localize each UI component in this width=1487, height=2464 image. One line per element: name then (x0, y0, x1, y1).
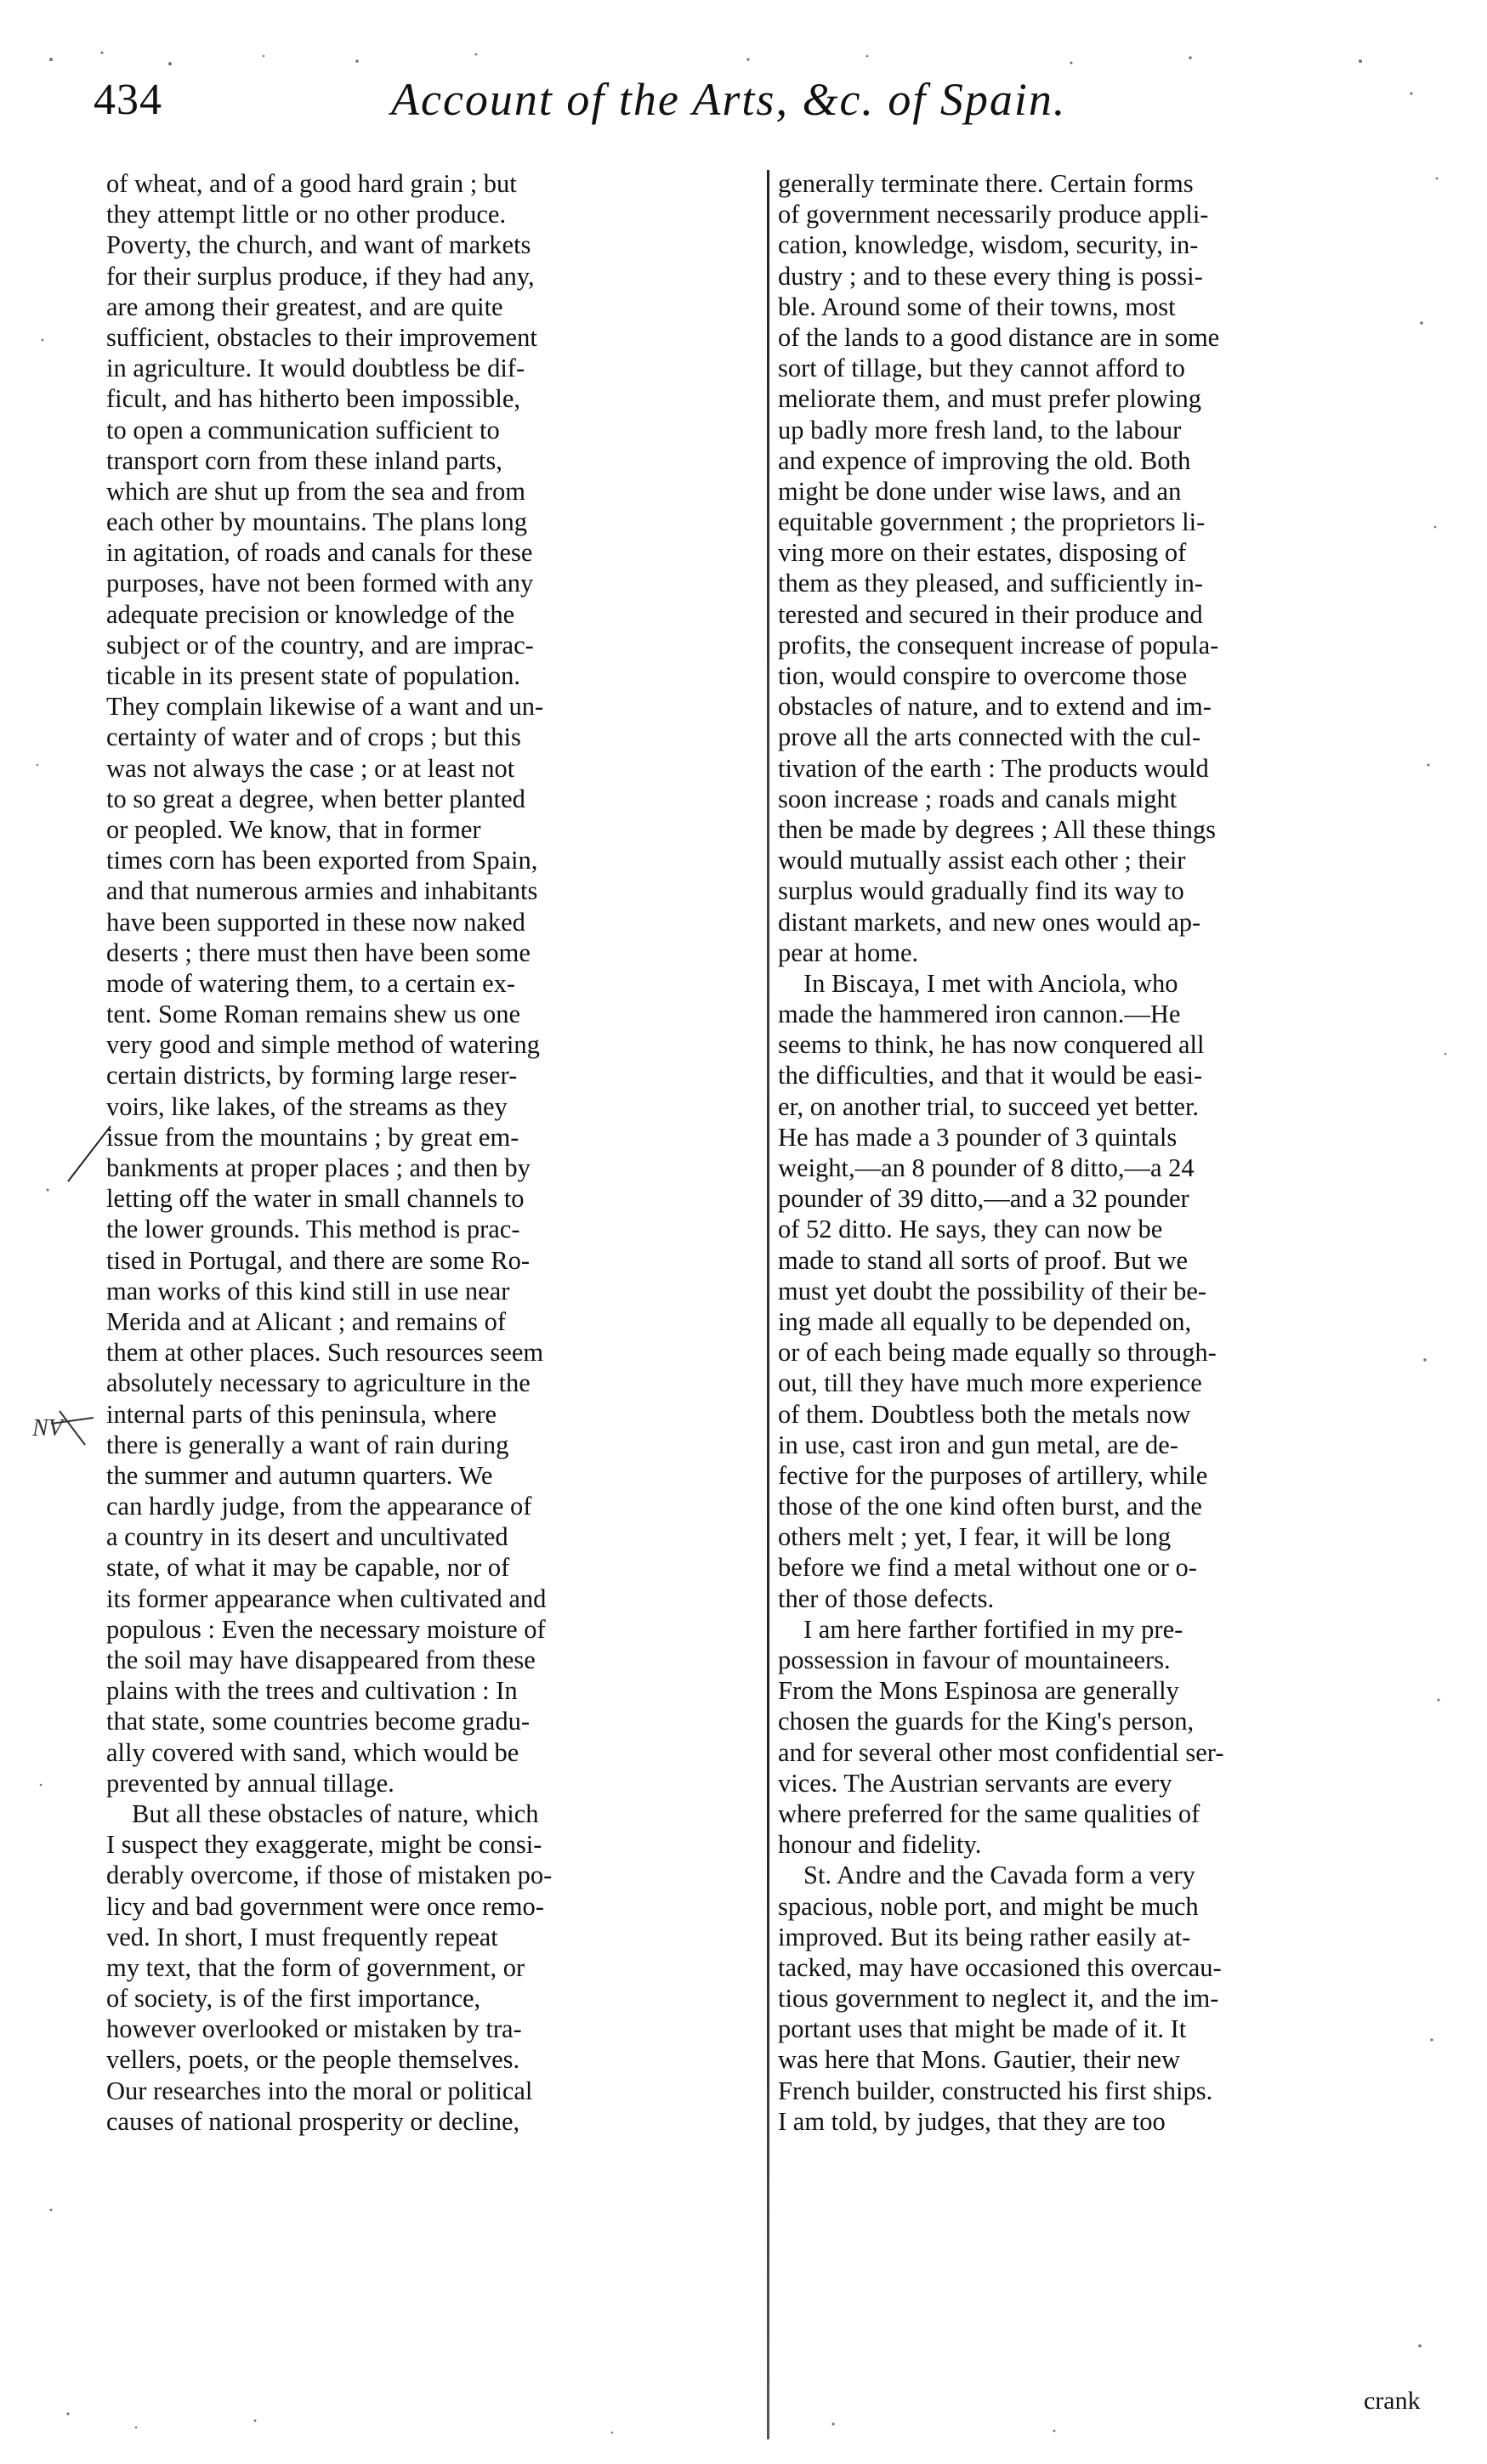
text-line: of government necessarily produce appli- (778, 200, 1209, 229)
text-line: spacious, noble port, and might be much (778, 1891, 1199, 1921)
text-line: man works of this kind still in use near (106, 1276, 510, 1306)
text-line: then be made by degrees ; All these things (778, 814, 1216, 844)
text-line: tious government to neglect it, and the im- (778, 1984, 1219, 2014)
running-title: Account of the Arts, &c. of Spain. (391, 74, 1067, 125)
text-line: of wheat, and of a good hard grain ; but (106, 169, 517, 198)
text-line: the soil may have disappeared from these (106, 1645, 536, 1674)
text-line: licy and bad government were once remo- (106, 1891, 544, 1921)
text-line: I am told, by judges, that they are too (778, 2106, 1166, 2136)
text-line: certain districts, by forming large reser- (106, 1061, 518, 1090)
text-line: generally terminate there. Certain forms (778, 169, 1194, 198)
text-line: the lower grounds. This method is prac- (106, 1215, 520, 1244)
text-line: would mutually assist each other ; their (778, 846, 1186, 875)
text-line: vices. The Austrian servants are every (778, 1768, 1172, 1798)
text-line: ble. Around some of their towns, most (778, 292, 1176, 321)
text-line: which are shut up from the sea and from (106, 476, 525, 506)
text-line: subject or of the country, and are imprac- (106, 630, 534, 660)
text-line: tised in Portugal, and there are some Ro- (106, 1245, 531, 1275)
text-line: and that numerous armies and inhabitants (106, 876, 538, 906)
text-line: meliorate them, and must prefer plowing (778, 384, 1202, 414)
text-line: He has made a 3 pounder of 3 quintals (778, 1122, 1178, 1152)
text-line: St. Andre and the Cavada form a very (803, 1861, 1195, 1890)
text-line: causes of national prosperity or decline, (106, 2106, 520, 2136)
text-line: of them. Doubtless both the metals now (778, 1399, 1191, 1429)
text-line: where preferred for the same qualities of (778, 1798, 1200, 1828)
text-line: voirs, like lakes, of the streams as they (106, 1091, 508, 1121)
text-line: there is generally a want of rain during (106, 1430, 509, 1459)
text-line: to open a communication sufficient to (106, 415, 500, 445)
text-line: honour and fidelity. (778, 1830, 982, 1860)
text-line: the summer and autumn quarters. We (106, 1460, 493, 1490)
text-line: sort of tillage, but they cannot afford to (778, 354, 1185, 383)
text-line: my text, that the form of government, or (106, 1952, 525, 1982)
text-line: out, till they have much more experience (778, 1368, 1202, 1398)
left-column (106, 168, 752, 2137)
text-line: pear at home. (778, 937, 919, 967)
text-line: they attempt little or no other produce. (106, 200, 507, 229)
text-line: or peopled. We know, that in former (106, 814, 481, 844)
text-line: possession in favour of mountaineers. (778, 1645, 1171, 1674)
text-line: others melt ; yet, I fear, it will be long (778, 1522, 1172, 1552)
text-line: was not always the case ; or at least not (106, 753, 515, 783)
text-line: improved. But its being rather easily at- (778, 1922, 1191, 1951)
text-line: purposes, have not been formed with any (106, 569, 534, 598)
text-line: must yet doubt the possibility of their be- (778, 1276, 1207, 1306)
text-line: Merida and at Alicant ; and remains of (106, 1306, 507, 1336)
text-line: was here that Mons. Gautier, their new (778, 2045, 1181, 2075)
text-line: made the hammered iron cannon.—He (778, 1000, 1181, 1029)
text-line: or of each being made equally so through- (778, 1338, 1217, 1368)
text-line: mode of watering them, to a certain ex- (106, 968, 516, 998)
text-line: to so great a degree, when better planted (106, 784, 525, 813)
text-line: ticable in its present state of population. (106, 661, 521, 690)
text-line: and expence of improving the old. Both (778, 445, 1191, 475)
text-line: Poverty, the church, and want of markets (106, 230, 531, 260)
text-line: up badly more fresh land, to the labour (778, 415, 1182, 445)
text-line: very good and simple method of watering (106, 1030, 540, 1060)
text-line: ved. In short, I must frequently repeat (106, 1922, 498, 1951)
text-line: Our researches into the moral or political (106, 2076, 533, 2105)
text-line: equitable government ; the proprietors li- (778, 507, 1206, 537)
text-line: derably overcome, if those of mistaken po- (106, 1861, 553, 1890)
text-line: are among their greatest, and are quite (106, 292, 503, 321)
text-line: its former appearance when cultivated and (106, 1583, 547, 1613)
text-line: ther of those defects. (778, 1583, 995, 1613)
text-line: of 52 ditto. He says, they can now be (778, 1215, 1163, 1244)
text-line: From the Mons Espinosa are generally (778, 1676, 1179, 1706)
text-line: seems to think, he has now conquered all (778, 1030, 1205, 1060)
text-line: profits, the consequent increase of popula- (778, 630, 1219, 660)
text-line: them as they pleased, and sufficiently in- (778, 569, 1204, 598)
text-line: certainty of water and of crops ; but this (106, 722, 521, 752)
page-number: 434 (94, 76, 162, 124)
text-line: ficult, and has hitherto been impossible, (106, 384, 521, 414)
text-line: tent. Some Roman remains shew us one (106, 1000, 521, 1029)
text-line: have been supported in these now naked (106, 907, 525, 937)
text-line: bankments at proper places ; and then by (106, 1153, 531, 1182)
text-line: however overlooked or mistaken by tra- (106, 2014, 522, 2044)
text-line: letting off the water in small channels to (106, 1184, 525, 1214)
text-line: sufficient, obstacles to their improvement (106, 322, 537, 352)
text-line: populous : Even the necessary moisture of (106, 1614, 546, 1644)
text-line: vellers, poets, or the people themselves. (106, 2045, 520, 2075)
text-line: times corn has been exported from Spain, (106, 846, 538, 875)
text-line: in agitation, of roads and canals for these (106, 538, 533, 568)
text-line: They complain likewise of a want and un- (106, 692, 544, 722)
catchword: crank (1364, 2387, 1421, 2415)
text-line: in use, cast iron and gun metal, are de- (778, 1430, 1178, 1459)
text-line: the difficulties, and that it would be easi- (778, 1061, 1203, 1090)
text-line: adequate precision or knowledge of the (106, 599, 515, 629)
text-line: of the lands to a good distance are in some (778, 322, 1220, 352)
column-divider (767, 170, 769, 2439)
text-line: a country in its desert and uncultivated (106, 1522, 508, 1552)
text-line: I suspect they exaggerate, might be consi- (106, 1830, 542, 1860)
text-line: er, on another trial, to succeed yet better. (778, 1091, 1200, 1121)
text-line: pounder of 39 ditto,—and a 32 pounder (778, 1184, 1189, 1214)
text-line: each other by mountains. The plans long (106, 507, 527, 537)
text-line: chosen the guards for the King's person, (778, 1707, 1195, 1736)
text-line: tacked, may have occasioned this overcau- (778, 1952, 1222, 1982)
text-line: prevented by annual tillage. (106, 1768, 394, 1798)
text-line: ally covered with sand, which would be (106, 1737, 519, 1767)
text-line: surplus would gradually find its way to (778, 876, 1184, 906)
text-line: obstacles of nature, and to extend and im- (778, 692, 1212, 722)
text-line: internal parts of this peninsula, where (106, 1399, 497, 1429)
text-line: plains with the trees and cultivation : In (106, 1676, 518, 1706)
text-line: French builder, constructed his first ships. (778, 2076, 1213, 2105)
text-line: soon increase ; roads and canals might (778, 784, 1178, 813)
text-line: fective for the purposes of artillery, while (778, 1460, 1208, 1490)
text-line: But all these obstacles of nature, which (132, 1798, 539, 1828)
text-line: issue from the mountains ; by great em- (106, 1122, 519, 1152)
text-line: and for several other most confidential ser- (778, 1737, 1224, 1767)
right-column (778, 168, 1399, 2137)
text-line: prove all the arts connected with the cul- (778, 722, 1201, 752)
text-line: for their surplus produce, if they had any, (106, 261, 535, 291)
text-line: cation, knowledge, wisdom, security, in- (778, 230, 1199, 260)
text-line: ing made all equally to be depended on, (778, 1306, 1192, 1336)
text-line: weight,—an 8 pounder of 8 ditto,—a 24 (778, 1153, 1195, 1182)
text-line: transport corn from these inland parts, (106, 445, 502, 475)
text-line: In Biscaya, I met with Anciola, who (803, 968, 1178, 998)
text-line: absolutely necessary to agriculture in the (106, 1368, 531, 1398)
text-line: deserts ; there must then have been some (106, 937, 531, 967)
text-line: of society, is of the first importance, (106, 1984, 481, 2014)
text-line: I am here farther fortified in my pre- (803, 1614, 1183, 1644)
text-line: them at other places. Such resources seem (106, 1338, 544, 1368)
text-line: tion, would conspire to overcome those (778, 661, 1188, 690)
text-line: dustry ; and to these every thing is possi- (778, 261, 1203, 291)
text-line: can hardly judge, from the appearance of (106, 1492, 532, 1521)
text-line: portant uses that might be made of it. It (778, 2014, 1187, 2044)
text-line: ving more on their estates, disposing of (778, 538, 1187, 568)
text-line: that state, some countries become gradu- (106, 1707, 530, 1736)
text-line: in agriculture. It would doubtless be dif- (106, 354, 525, 383)
text-line: those of the one kind often burst, and the (778, 1492, 1202, 1521)
text-line: terested and secured in their produce and (778, 599, 1203, 629)
margin-note: NV (32, 1415, 63, 1442)
text-line: state, of what it may be capable, nor of (106, 1553, 510, 1583)
text-line: distant markets, and new ones would ap- (778, 907, 1201, 937)
text-line: made to stand all sorts of proof. But we (778, 1245, 1188, 1275)
page-header (60, 75, 1420, 151)
text-line: might be done under wise laws, and an (778, 476, 1182, 506)
text-line: before we find a metal without one or o- (778, 1553, 1197, 1583)
text-line: tivation of the earth : The products would (778, 753, 1209, 783)
